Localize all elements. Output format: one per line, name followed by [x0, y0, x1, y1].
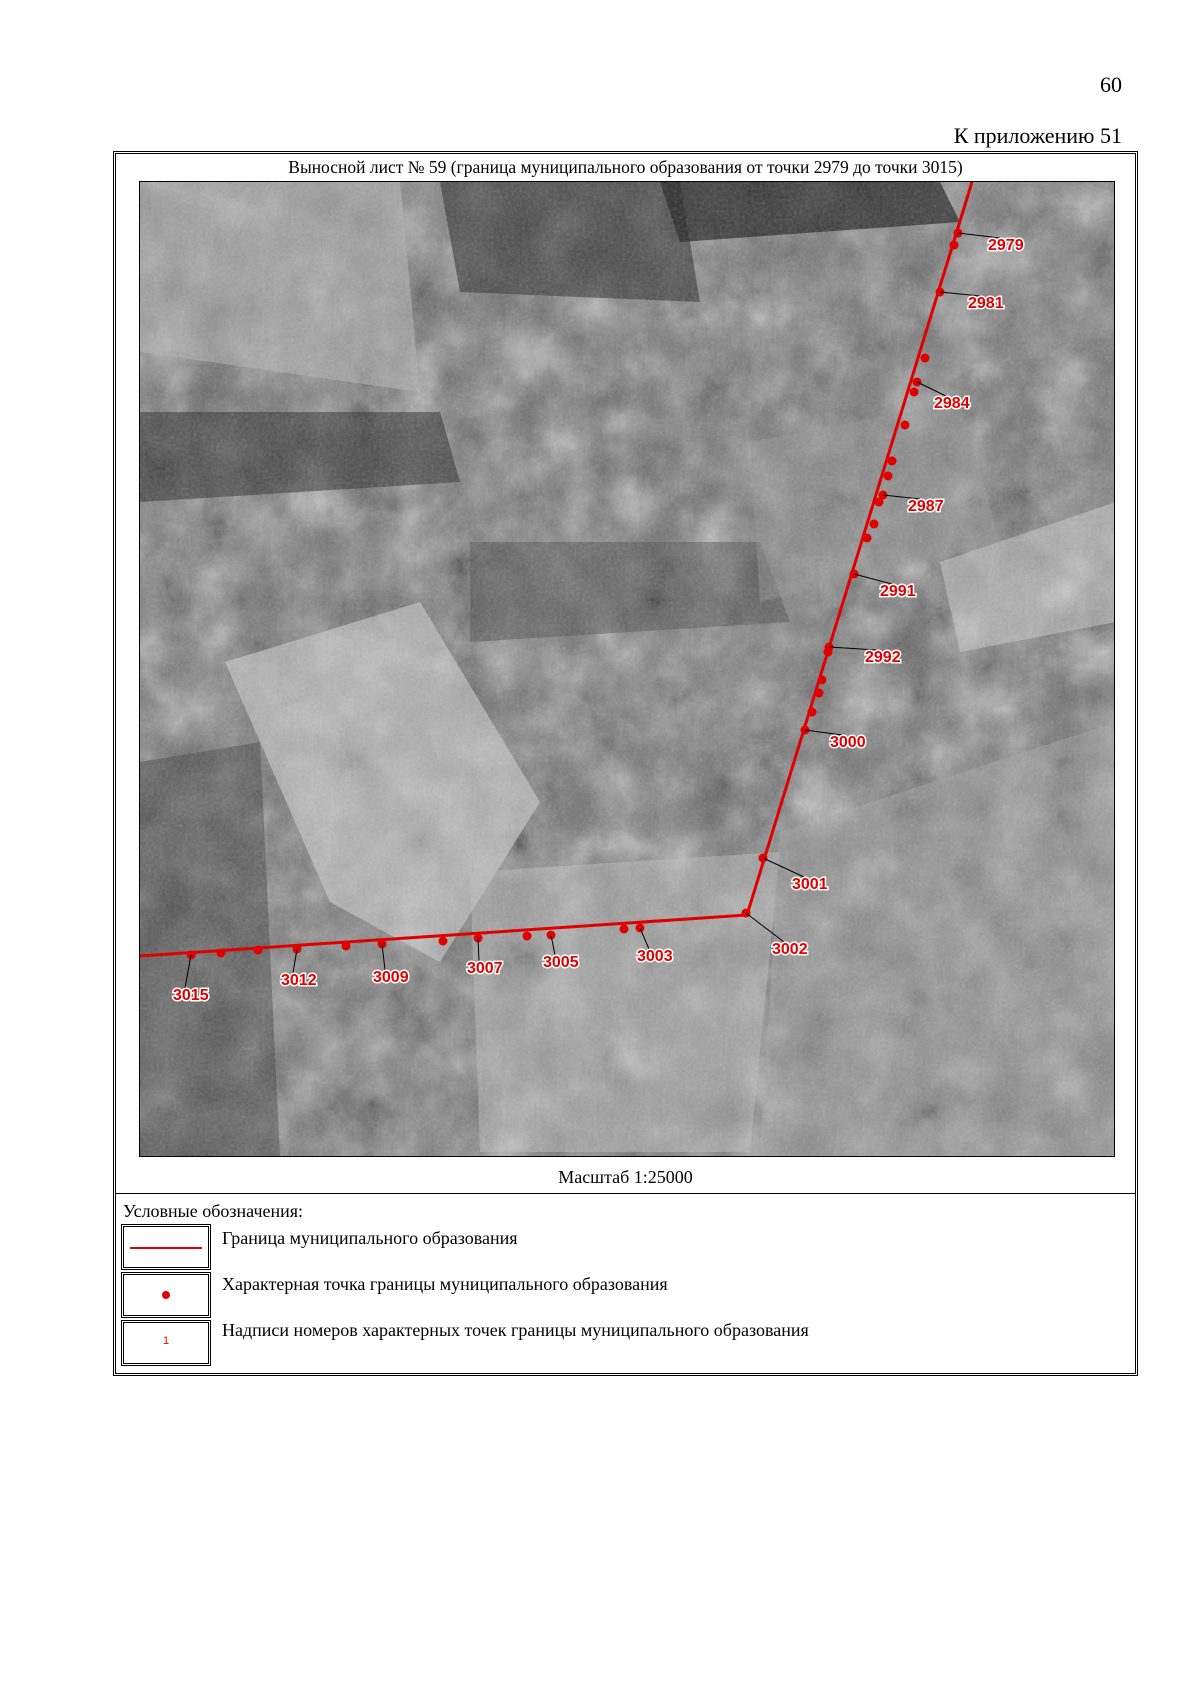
boundary-point — [875, 498, 884, 507]
point-label-2981: 2981 — [968, 295, 1004, 312]
point-label-2991: 2991 — [880, 583, 916, 600]
legend-swatch-point-number — [121, 1320, 211, 1366]
boundary-point — [523, 932, 532, 941]
boundary-point — [254, 946, 263, 955]
map-background — [140, 182, 1115, 1157]
boundary-point — [884, 472, 893, 481]
point-label-3012: 3012 — [281, 972, 317, 989]
boundary-point — [815, 689, 824, 698]
boundary-point — [808, 708, 817, 717]
point-label-3009: 3009 — [373, 969, 409, 986]
point-label-2979: 2979 — [988, 237, 1024, 254]
legend-swatch-point — [121, 1272, 211, 1318]
boundary-point — [921, 354, 930, 363]
red-number-icon: 1 — [162, 1335, 170, 1347]
boundary-point — [870, 520, 879, 529]
point-label-3000: 3000 — [830, 734, 866, 751]
legend-text-point-number: Надписи номеров характерных точек границы муниципального образования — [222, 1320, 809, 1340]
legend-divider — [116, 1193, 1135, 1194]
boundary-point — [888, 457, 897, 466]
boundary-point — [818, 676, 827, 685]
sheet-title: Выносной лист № 59 (граница муниципального образования от точки 2979 до точки 3015) — [288, 157, 963, 177]
point-label-3002: 3002 — [772, 941, 808, 958]
legend-title: Условные обозначения: — [123, 1201, 304, 1221]
boundary-point — [342, 942, 351, 951]
point-label-3005: 3005 — [543, 954, 579, 971]
red-line-icon — [130, 1247, 202, 1249]
boundary-point — [863, 534, 872, 543]
boundary-point — [910, 388, 919, 397]
red-dot-icon — [162, 1291, 170, 1299]
legend-text-point: Характерная точка границы муниципального образования — [222, 1274, 668, 1294]
boundary-point — [217, 949, 226, 958]
point-label-3015: 3015 — [173, 987, 209, 1004]
boundary-point — [439, 937, 448, 946]
boundary-point — [620, 925, 629, 934]
legend-text-boundary: Граница муниципального образования — [222, 1228, 518, 1248]
map-scale: Масштаб 1:25000 — [558, 1167, 693, 1187]
appendix-label: К приложению 51 — [953, 123, 1122, 148]
point-label-3003: 3003 — [637, 948, 673, 965]
satellite-map — [139, 181, 1115, 1157]
point-label-2987: 2987 — [908, 498, 944, 515]
page-number: 60 — [1100, 72, 1122, 97]
point-label-3001: 3001 — [792, 876, 828, 893]
boundary-point — [824, 648, 833, 657]
boundary-point — [901, 421, 910, 430]
sheet-frame — [113, 151, 1138, 1376]
point-label-2992: 2992 — [865, 649, 901, 666]
legend-swatch-boundary-line — [121, 1224, 211, 1270]
point-label-2984: 2984 — [934, 395, 970, 412]
point-label-3007: 3007 — [467, 960, 503, 977]
boundary-point — [950, 241, 959, 250]
